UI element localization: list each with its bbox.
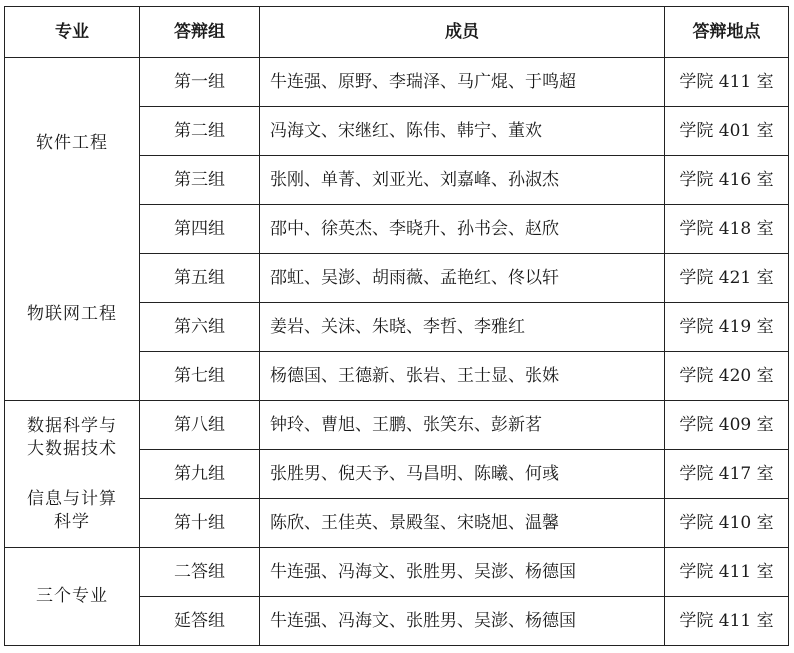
group-name: 第四组 xyxy=(140,205,260,254)
group-members: 牛连强、原野、李瑞泽、马广焜、于鸣超 xyxy=(260,58,665,107)
group-location: 学院 411 室 xyxy=(665,548,789,597)
defense-schedule-table xyxy=(4,6,789,646)
header-group: 答辩组 xyxy=(140,7,260,58)
group-location: 学院 411 室 xyxy=(665,597,789,646)
group-members: 钟玲、曹旭、王鹏、张笑东、彭新茗 xyxy=(260,401,665,450)
group-name: 第七组 xyxy=(140,352,260,401)
header-major: 专业 xyxy=(5,7,140,58)
group-members: 牛连强、冯海文、张胜男、吴澎、杨德国 xyxy=(260,548,665,597)
group-name: 第十组 xyxy=(140,499,260,548)
group-members: 邵中、徐英杰、李晓升、孙书会、赵欣 xyxy=(260,205,665,254)
table-row xyxy=(5,401,789,450)
table-row xyxy=(5,548,789,597)
major-cell-all-three xyxy=(5,548,140,646)
group-location: 学院 420 室 xyxy=(665,352,789,401)
major-label: 大数据技术 xyxy=(27,438,117,459)
group-location: 学院 409 室 xyxy=(665,401,789,450)
group-members: 邵虹、吴澎、胡雨薇、孟艳红、佟以轩 xyxy=(260,254,665,303)
group-members: 牛连强、冯海文、张胜男、吴澎、杨德国 xyxy=(260,597,665,646)
group-location: 学院 418 室 xyxy=(665,205,789,254)
major-cell-datasci-infocomp xyxy=(5,401,140,548)
major-label: 信息与计算 xyxy=(27,489,117,510)
group-name: 二答组 xyxy=(140,548,260,597)
group-members: 姜岩、关沫、朱晓、李哲、李雅红 xyxy=(260,303,665,352)
group-location: 学院 411 室 xyxy=(665,58,789,107)
table-row xyxy=(5,58,789,107)
group-location: 学院 417 室 xyxy=(665,450,789,499)
group-name: 第二组 xyxy=(140,107,260,156)
group-location: 学院 410 室 xyxy=(665,499,789,548)
group-name: 第三组 xyxy=(140,156,260,205)
major-label: 三个专业 xyxy=(36,586,108,607)
major-label: 软件工程 xyxy=(36,133,108,154)
group-name: 第八组 xyxy=(140,401,260,450)
group-name: 第一组 xyxy=(140,58,260,107)
group-members: 杨德国、王德新、张岩、王士显、张姝 xyxy=(260,352,665,401)
group-location: 学院 421 室 xyxy=(665,254,789,303)
table-header-row xyxy=(5,7,789,58)
major-label: 物联网工程 xyxy=(27,304,117,325)
group-members: 冯海文、宋继红、陈伟、韩宁、董欢 xyxy=(260,107,665,156)
major-label: 科学 xyxy=(54,511,90,532)
group-name: 延答组 xyxy=(140,597,260,646)
group-name: 第五组 xyxy=(140,254,260,303)
major-label: 数据科学与 xyxy=(27,416,117,437)
group-members: 张刚、单菁、刘亚光、刘嘉峰、孙淑杰 xyxy=(260,156,665,205)
group-location: 学院 401 室 xyxy=(665,107,789,156)
group-name: 第九组 xyxy=(140,450,260,499)
group-location: 学院 416 室 xyxy=(665,156,789,205)
group-name: 第六组 xyxy=(140,303,260,352)
major-cell-software-iot xyxy=(5,58,140,401)
group-location: 学院 419 室 xyxy=(665,303,789,352)
group-members: 陈欣、王佳英、景殿玺、宋晓旭、温馨 xyxy=(260,499,665,548)
group-members: 张胜男、倪天予、马昌明、陈曦、何彧 xyxy=(260,450,665,499)
header-members: 成员 xyxy=(260,7,665,58)
header-location: 答辩地点 xyxy=(665,7,789,58)
